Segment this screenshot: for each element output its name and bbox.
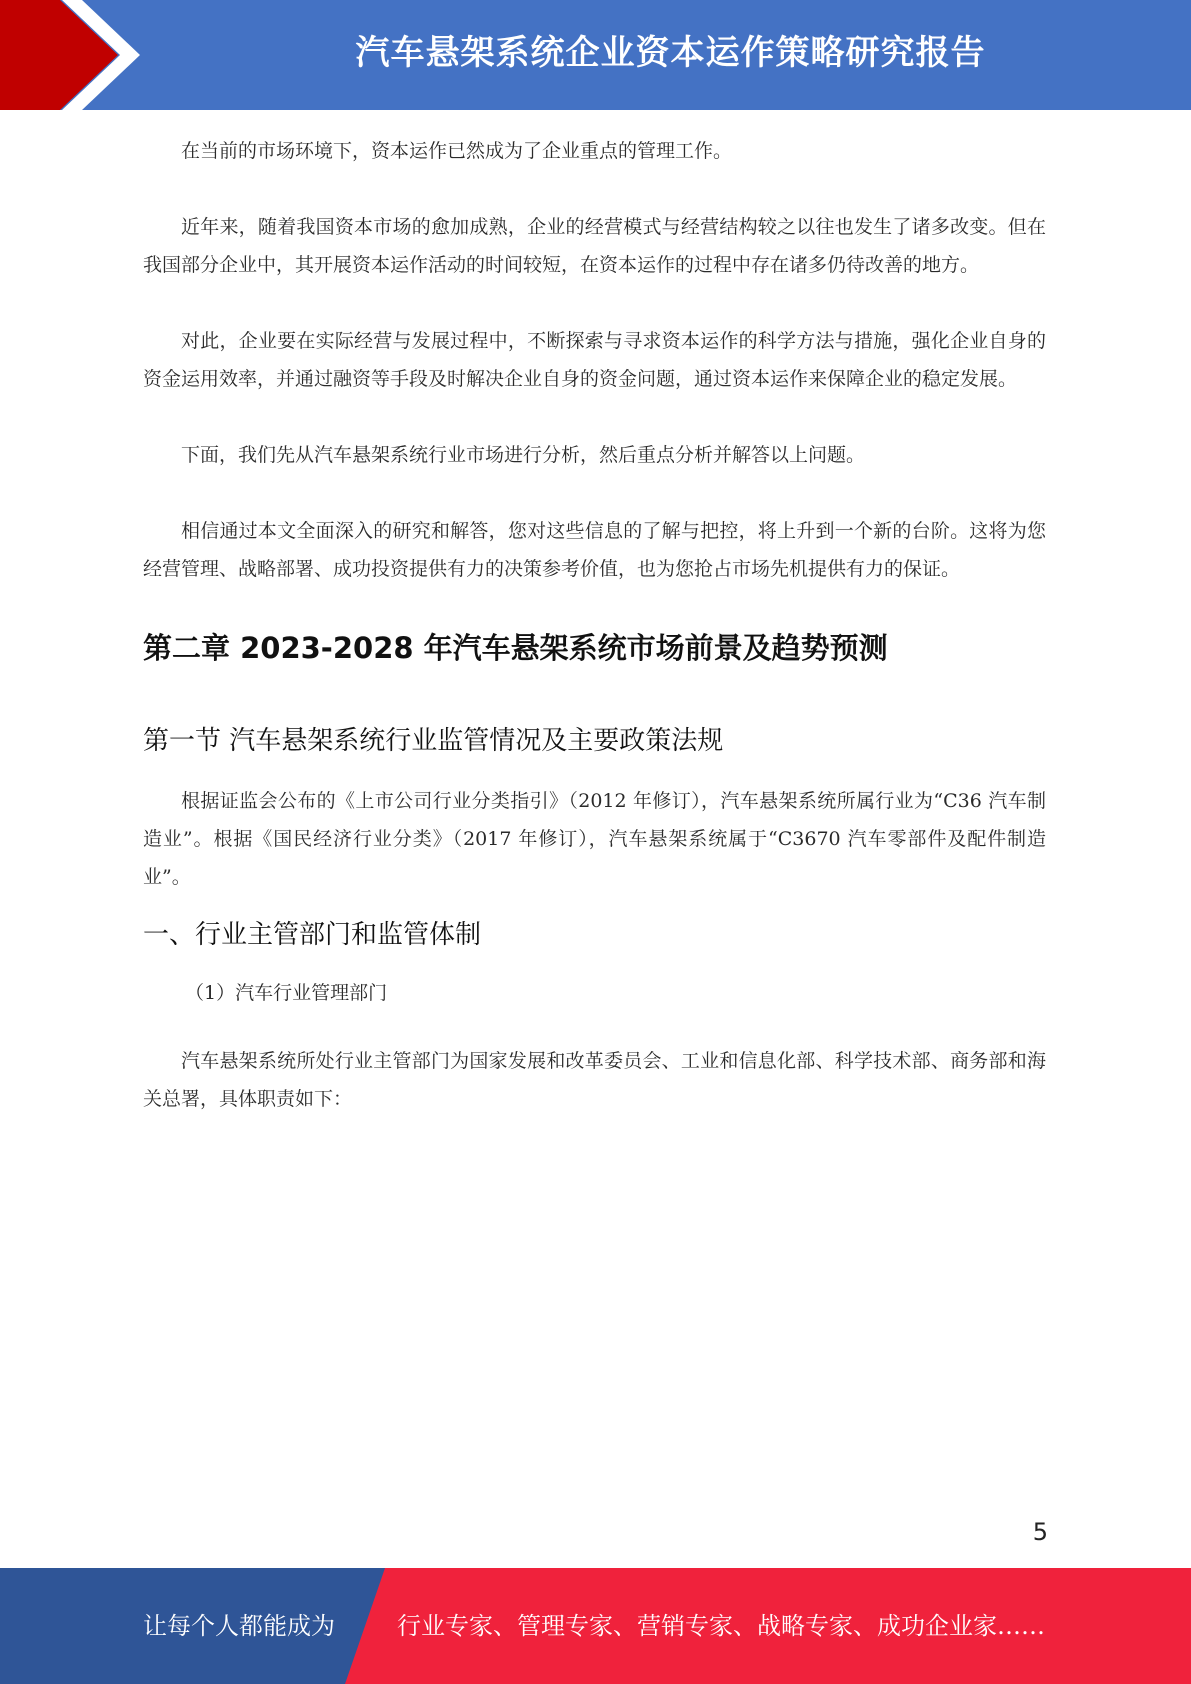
section-paragraph: 根据证监会公布的《上市公司行业分类指引》（2012 年修订），汽车悬架系统所属行业为“C36 汽车制造业”。根据《国民经济行业分类》（2017 年修订），汽车悬架系统属于“C3670 汽车零部件及配件制造业”。	[143, 790, 1046, 888]
intro-paragraph-1: 在当前的市场环境下，资本运作已然成为了企业重点的管理工作。	[181, 140, 733, 162]
item-label: （1）汽车行业管理部门	[185, 982, 388, 1004]
footer-slogan-left: 让每个人都能成为	[143, 1612, 335, 1640]
intro-paragraph-3: 对此，企业要在实际经营与发展过程中，不断探索与寻求资本运作的科学方法与措施，强化企业自身的资金运用效率，并通过融资等手段及时解决企业自身的资金问题，通过资本运作来保障企业的稳定发展。	[143, 330, 1046, 390]
footer-slogan-right: 行业专家、管理专家、营销专家、战略专家、成功企业家……	[397, 1612, 1045, 1640]
intro-paragraph-2: 近年来，随着我国资本市场的愈加成熟，企业的经营模式与经营结构较之以往也发生了诸多改变。但在我国部分企业中，其开展资本运作活动的时间较短，在资本运作的过程中存在诸多仍待改善的地方。	[143, 216, 1046, 276]
page-number: 5	[1032, 1518, 1048, 1546]
chapter-heading: 第二章 2023-2028 年汽车悬架系统市场前景及趋势预测	[143, 631, 888, 665]
page-header	[0, 0, 1191, 110]
item-paragraph: 汽车悬架系统所处行业主管部门为国家发展和改革委员会、工业和信息化部、科学技术部、商务部和海关总署，具体职责如下：	[143, 1050, 1046, 1110]
page-content	[143, 132, 1046, 1118]
intro-paragraph-4: 下面，我们先从汽车悬架系统行业市场进行分析，然后重点分析并解答以上问题。	[181, 444, 866, 466]
subsection-heading: 一、行业主管部门和监管体制	[143, 920, 482, 950]
report-title: 汽车悬架系统企业资本运作策略研究报告	[355, 33, 986, 73]
section-heading: 第一节 汽车悬架系统行业监管情况及主要政策法规	[143, 726, 724, 756]
intro-paragraph-5: 相信通过本文全面深入的研究和解答，您对这些信息的了解与把控，将上升到一个新的台阶。这将为您经营管理、战略部署、成功投资提供有力的决策参考价值，也为您抢占市场先机提供有力的保证。	[143, 520, 1046, 580]
page-footer	[0, 1568, 1191, 1684]
header-chevron-decoration	[0, 0, 160, 110]
